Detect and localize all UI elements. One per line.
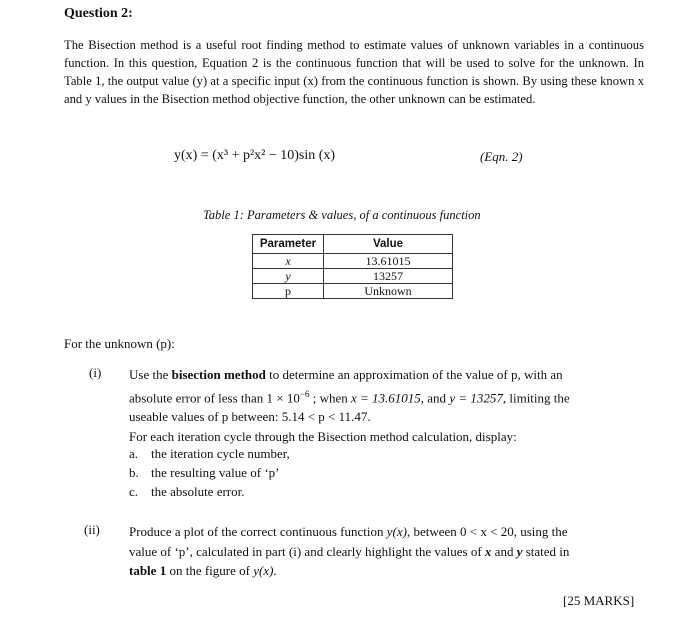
value-cell: 13.61015 xyxy=(324,254,453,269)
part-i-line-4: For each iteration cycle through the Bisection method calculation, display: xyxy=(129,428,517,444)
part-i-numeral: (i) xyxy=(89,365,102,380)
part-i-line-1: Use the bisection method to determine an approximation of the value of p, with an xyxy=(129,367,563,382)
equation-2: y(x) = (x³ + p²x² − 10)sin (x) xyxy=(174,148,336,163)
header-parameter: Parameter xyxy=(253,235,324,254)
for-unknown-label: For the unknown (p): xyxy=(64,336,175,351)
part-i-line-3: useable values of p between: 5.14 < p < 11.47. xyxy=(129,409,371,425)
question-heading: Question 2: xyxy=(64,6,133,21)
parameters-table xyxy=(252,234,453,299)
value-cell: 13257 xyxy=(324,269,453,284)
part-ii-numeral: (ii) xyxy=(84,522,100,537)
value-cell: Unknown xyxy=(324,284,453,299)
list-item: b. the resulting value of ‘p’ xyxy=(129,465,280,480)
table-row xyxy=(253,284,453,299)
part-ii-body xyxy=(129,522,639,581)
part-ii-line-2: value of ‘p’, calculated in part (i) and clearly highlight the values of x and y stated in xyxy=(129,543,570,559)
param-cell: y xyxy=(253,269,324,284)
table-row xyxy=(253,254,453,269)
part-ii-line-1: Produce a plot of the correct continuous function y(x), between 0 < x < 20, using the xyxy=(129,524,568,539)
table-caption: Table 1: Parameters & values, of a continuous function xyxy=(203,208,481,222)
equation-tag: (Eqn. 2) xyxy=(480,149,523,164)
part-ii-line-3: table 1 on the figure of y(x). xyxy=(129,563,277,578)
intro-paragraph: The Bisection method is a useful root finding method to estimate values of unknown variables in a continuous function. In this question, Equation 2 is the continuous function that will be used to solve for the unknown. In Table 1, the output value (y) at a specific input (x) from the continuous function is shown. By using these known x and y values in the Bisection method objective function, the other unknown can be estimated. xyxy=(64,38,644,106)
param-cell: x xyxy=(253,254,324,269)
marks-label: [25 MARKS] xyxy=(563,593,635,608)
table-header-row xyxy=(253,235,453,254)
header-value: Value xyxy=(324,235,453,254)
param-cell: p xyxy=(253,284,324,299)
list-item: c. the absolute error. xyxy=(129,484,245,499)
part-i-body xyxy=(129,365,639,446)
part-i-line-2: absolute error of less than $1 \times 10^{-6}$ ; when x = 13.61015, and y = 13257, limiting the xyxy=(129,388,570,405)
table-row xyxy=(253,269,453,284)
list-item: a. the iteration cycle number, xyxy=(129,446,290,461)
